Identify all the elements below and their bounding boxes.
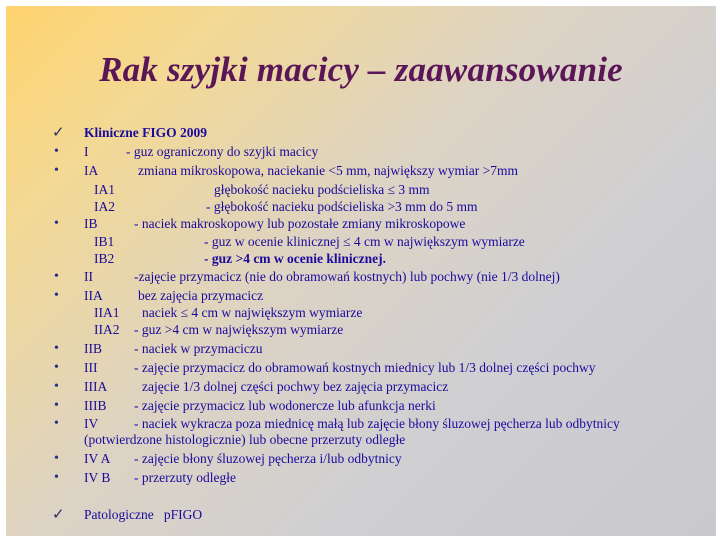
stage-code: II <box>84 269 93 284</box>
bullet-icon: • <box>54 360 59 375</box>
stage-description: - głębokość nacieku podścieliska >3 mm do 5 mm <box>206 199 478 214</box>
stage-code: IIA1 <box>94 305 120 320</box>
stage-description: -zajęcie przymacicz (nie do obramowań kostnych) lub pochwy (nie 1/3 dolnej) <box>134 269 560 284</box>
stage-description: naciek ≤ 4 cm w największym wymiarze <box>142 305 363 320</box>
bullet-icon: • <box>54 451 59 466</box>
bullet-icon: • <box>54 269 59 284</box>
checkmark-icon: ✓ <box>52 125 65 141</box>
stage-code: IA2 <box>94 199 115 214</box>
checkmark-icon: ✓ <box>52 507 65 523</box>
stage-description: - naciek w przymaciczu <box>134 341 263 356</box>
bullet-icon: • <box>54 341 59 356</box>
slide <box>6 6 716 536</box>
stage-code: IIA2 <box>94 322 120 337</box>
stage-description: - zajęcie błony śluzowej pęcherza i/lub odbytnicy <box>134 451 402 466</box>
stage-code: IV B <box>84 470 111 485</box>
stage-code: III <box>84 360 98 375</box>
stage-code: IA1 <box>94 182 115 197</box>
stage-code: IB2 <box>94 251 115 266</box>
stage-description: - zajęcie przymacicz do obramowań kostnych miednicy lub 1/3 dolnej części pochwy <box>134 360 596 375</box>
stage-code: IIA <box>84 288 103 303</box>
stage-code: IB <box>84 216 98 231</box>
stage-code: IB1 <box>94 234 115 249</box>
stage-description: - guz w ocenie klinicznej ≤ 4 cm w największym wymiarze <box>204 234 525 249</box>
stage-description: - guz ograniczony do szyjki macicy <box>126 144 319 159</box>
stage-description: - naciek makroskopowy lub pozostałe zmiany mikroskopowe <box>134 216 466 231</box>
stage-code: IA <box>84 163 99 178</box>
bullet-icon: • <box>54 416 59 431</box>
continuation-text: (potwierdzone histologicznie) lub obecne przerzuty odległe <box>84 432 406 447</box>
stage-description: - naciek wykracza poza miednicę małą lub zajęcie błony śluzowej pęcherza lub odbytnicy <box>134 416 620 431</box>
stage-code: I <box>84 144 89 159</box>
bullet-icon: • <box>54 216 59 231</box>
bullet-icon: • <box>54 144 59 159</box>
section-label: Kliniczne FIGO 2009 <box>84 125 207 140</box>
stage-description: zmiana mikroskopowa, naciekanie <5 mm, największy wymiar >7mm <box>138 163 519 178</box>
stage-code: IIIB <box>84 398 107 413</box>
stage-code: IV <box>84 416 99 431</box>
stage-code: IIB <box>84 341 102 356</box>
section-label: Patologiczne pFIGO <box>84 507 203 522</box>
bullet-icon: • <box>54 470 59 485</box>
stage-code: IV A <box>84 451 111 466</box>
bullet-icon: • <box>54 398 59 413</box>
slide-title: Rak szyjki macicy – zaawansowanie <box>99 50 623 89</box>
bullet-icon: • <box>54 379 59 394</box>
stage-description: zajęcie 1/3 dolnej części pochwy bez zajęcia przymacicz <box>142 379 449 394</box>
staging-list <box>6 6 716 536</box>
stage-code: IIIA <box>84 379 108 394</box>
bullet-icon: • <box>54 163 59 178</box>
stage-description: - guz >4 cm w największym wymiarze <box>134 322 344 337</box>
stage-description: bez zajęcia przymacicz <box>138 288 264 303</box>
stage-description: - zajęcie przymacicz lub wodonercze lub afunkcja nerki <box>134 398 436 413</box>
stage-description: - guz >4 cm w ocenie klinicznej. <box>204 251 387 266</box>
stage-description: głębokość nacieku podścieliska ≤ 3 mm <box>214 182 430 197</box>
bullet-icon: • <box>54 288 59 303</box>
stage-description: - przerzuty odległe <box>134 470 236 485</box>
